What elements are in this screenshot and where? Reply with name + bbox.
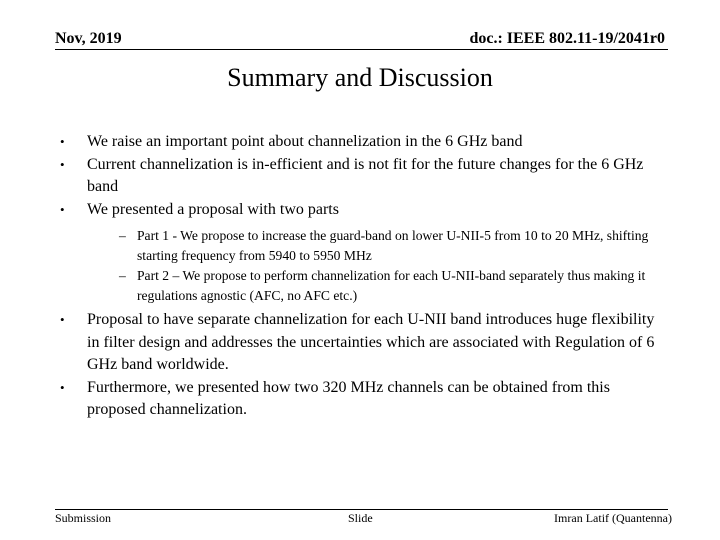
bullet-item	[60, 377, 665, 422]
bullet-text: We raise an important point about channelization in the 6 GHz band	[87, 133, 523, 150]
bullet-item	[60, 154, 665, 199]
sub-bullet-text: Part 2 – We propose to perform channelization for each U-NII-band separately thus making it regulations agnostic (AFC, no AFC etc.)	[137, 268, 646, 303]
bullet-marker: •	[60, 312, 65, 327]
header-date: Nov, 2019	[55, 30, 122, 47]
bullet-text: Furthermore, we presented how two 320 MHz channels can be obtained from this proposed channelization.	[87, 378, 610, 418]
bullet-item	[60, 199, 665, 222]
header-document-id: doc.: IEEE 802.11-19/2041r0	[469, 30, 665, 47]
sub-bullet-text: Part 1 - We propose to increase the guard-band on lower U-NII-5 from 10 to 20 MHz, shifting starting frequency from 5940 to 5950 MHz	[137, 228, 649, 263]
bullet-marker: •	[60, 201, 65, 217]
footer-submission: Submission	[55, 511, 112, 525]
bullet-item	[60, 131, 665, 154]
sub-bullet-marker: –	[119, 268, 126, 283]
bullet-marker: •	[60, 134, 65, 149]
bullet-text: Proposal to have separate channelization for each U-NII band introduces huge flexibility in filter design and addresses the uncertainties which are associated with Regulation of 6 GHz band worldwide.	[87, 311, 655, 373]
bullet-text: We presented a proposal with two parts	[87, 200, 339, 218]
footer-slide-label: Slide	[348, 511, 373, 525]
header-divider	[55, 49, 668, 50]
sub-bullet-item	[119, 266, 659, 306]
bullet-text: Current channelization is in-efficient and is not fit for the future changes for the 6 GHz band	[87, 155, 644, 195]
slide-title: Summary and Discussion	[227, 63, 493, 92]
slide-content	[60, 131, 665, 422]
bullet-item	[60, 309, 665, 377]
bullet-marker: •	[60, 156, 65, 172]
sub-bullet-marker: –	[119, 228, 126, 243]
bullet-marker: •	[60, 379, 65, 395]
footer-author: Imran Latif (Quantenna)	[554, 511, 672, 525]
sub-bullet-item	[119, 226, 659, 266]
footer-divider	[55, 509, 668, 510]
